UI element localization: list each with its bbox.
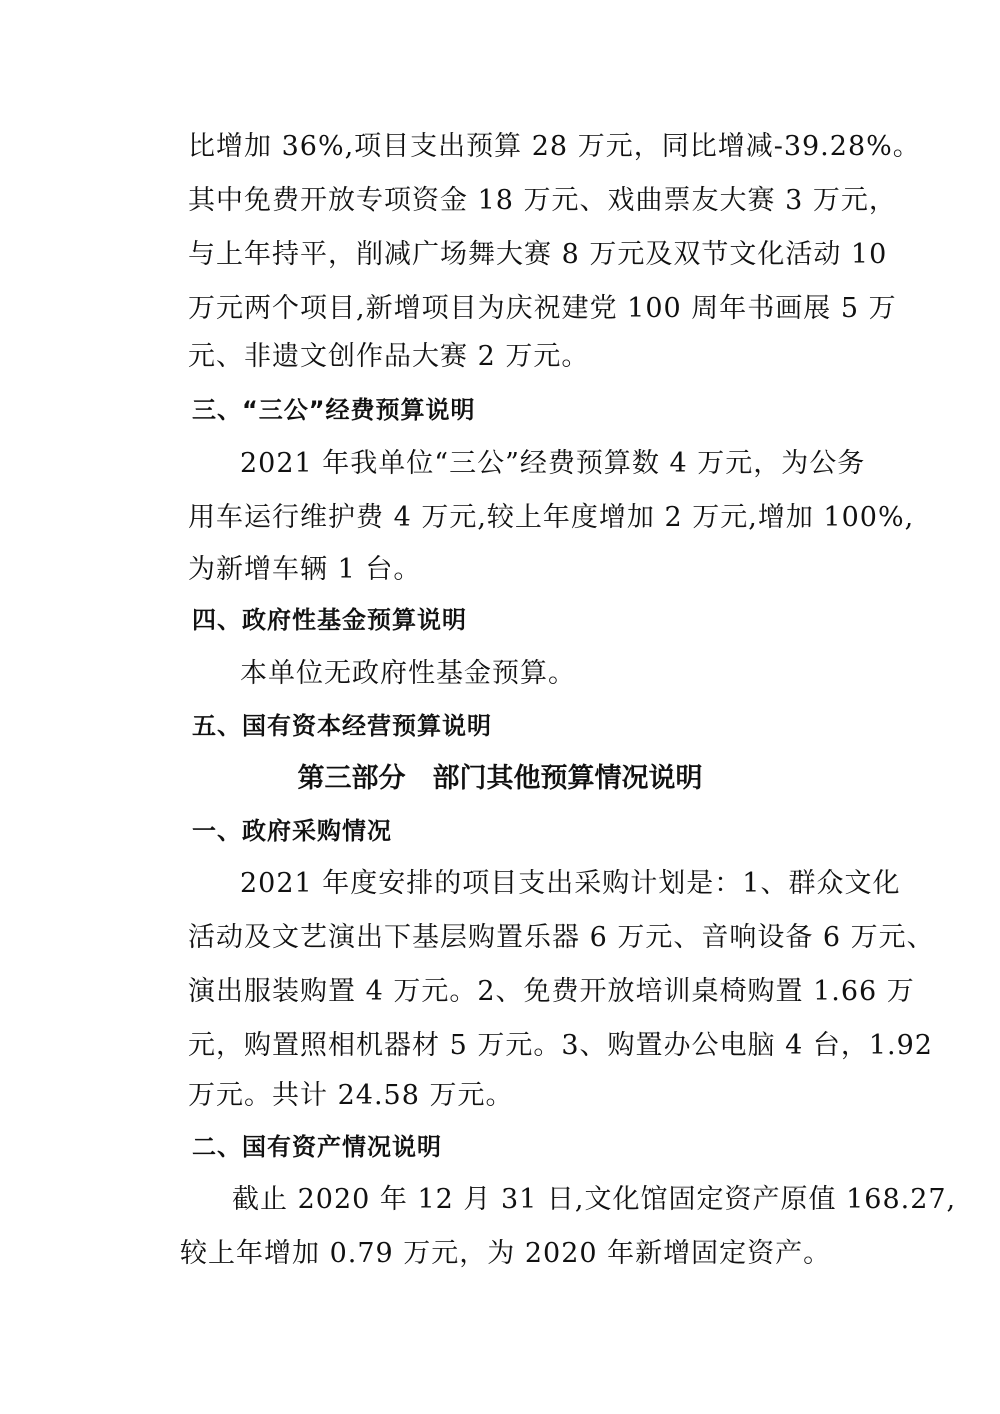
paragraph-line: 用车运行维护费 4 万元,较上年度增加 2 万元,增加 100%, — [188, 502, 915, 533]
paragraph-line: 万元两个项目,新增项目为庆祝建党 100 周年书画展 5 万 — [188, 293, 897, 324]
paragraph-line: 演出服装购置 4 万元。2、免费开放培训桌椅购置 1.66 万 — [188, 976, 915, 1007]
section-heading-capital: 五、国有资本经营预算说明 — [192, 712, 492, 740]
paragraph-line: 本单位无政府性基金预算。 — [240, 658, 576, 689]
paragraph-line: 与上年持平，削减广场舞大赛 8 万元及双节文化活动 10 — [188, 239, 888, 270]
part-title: 第三部分 部门其他预算情况说明 — [297, 763, 703, 794]
paragraph-line: 2021 年度安排的项目支出采购计划是：1、群众文化 — [240, 868, 901, 899]
paragraph-line: 2021 年我单位“三公”经费预算数 4 万元，为公务 — [240, 448, 866, 479]
section-heading-fund: 四、政府性基金预算说明 — [192, 606, 467, 634]
paragraph-line: 截止 2020 年 12 月 31 日,文化馆固定资产原值 168.27, — [232, 1184, 957, 1215]
paragraph-line: 其中免费开放专项资金 18 万元、戏曲票友大赛 3 万元， — [188, 185, 897, 216]
paragraph-line: 活动及文艺演出下基层购置乐器 6 万元、音响设备 6 万元、 — [188, 922, 935, 953]
section-heading-procurement: 一、政府采购情况 — [192, 817, 392, 845]
paragraph-line: 万元。共计 24.58 万元。 — [188, 1080, 514, 1111]
paragraph-line: 元、非遗文创作品大赛 2 万元。 — [188, 341, 590, 372]
paragraph-line: 为新增车辆 1 台。 — [188, 554, 422, 585]
paragraph-line: 元，购置照相机器材 5 万元。3、购置办公电脑 4 台，1.92 — [188, 1030, 933, 1061]
paragraph-line: 比增加 36%,项目支出预算 28 万元，同比增减-39.28%。 — [188, 131, 921, 162]
section-heading-sangong: 三、“三公”经费预算说明 — [192, 396, 476, 424]
paragraph-line: 较上年增加 0.79 万元，为 2020 年新增固定资产。 — [180, 1238, 832, 1269]
section-heading-assets: 二、国有资产情况说明 — [192, 1133, 442, 1161]
